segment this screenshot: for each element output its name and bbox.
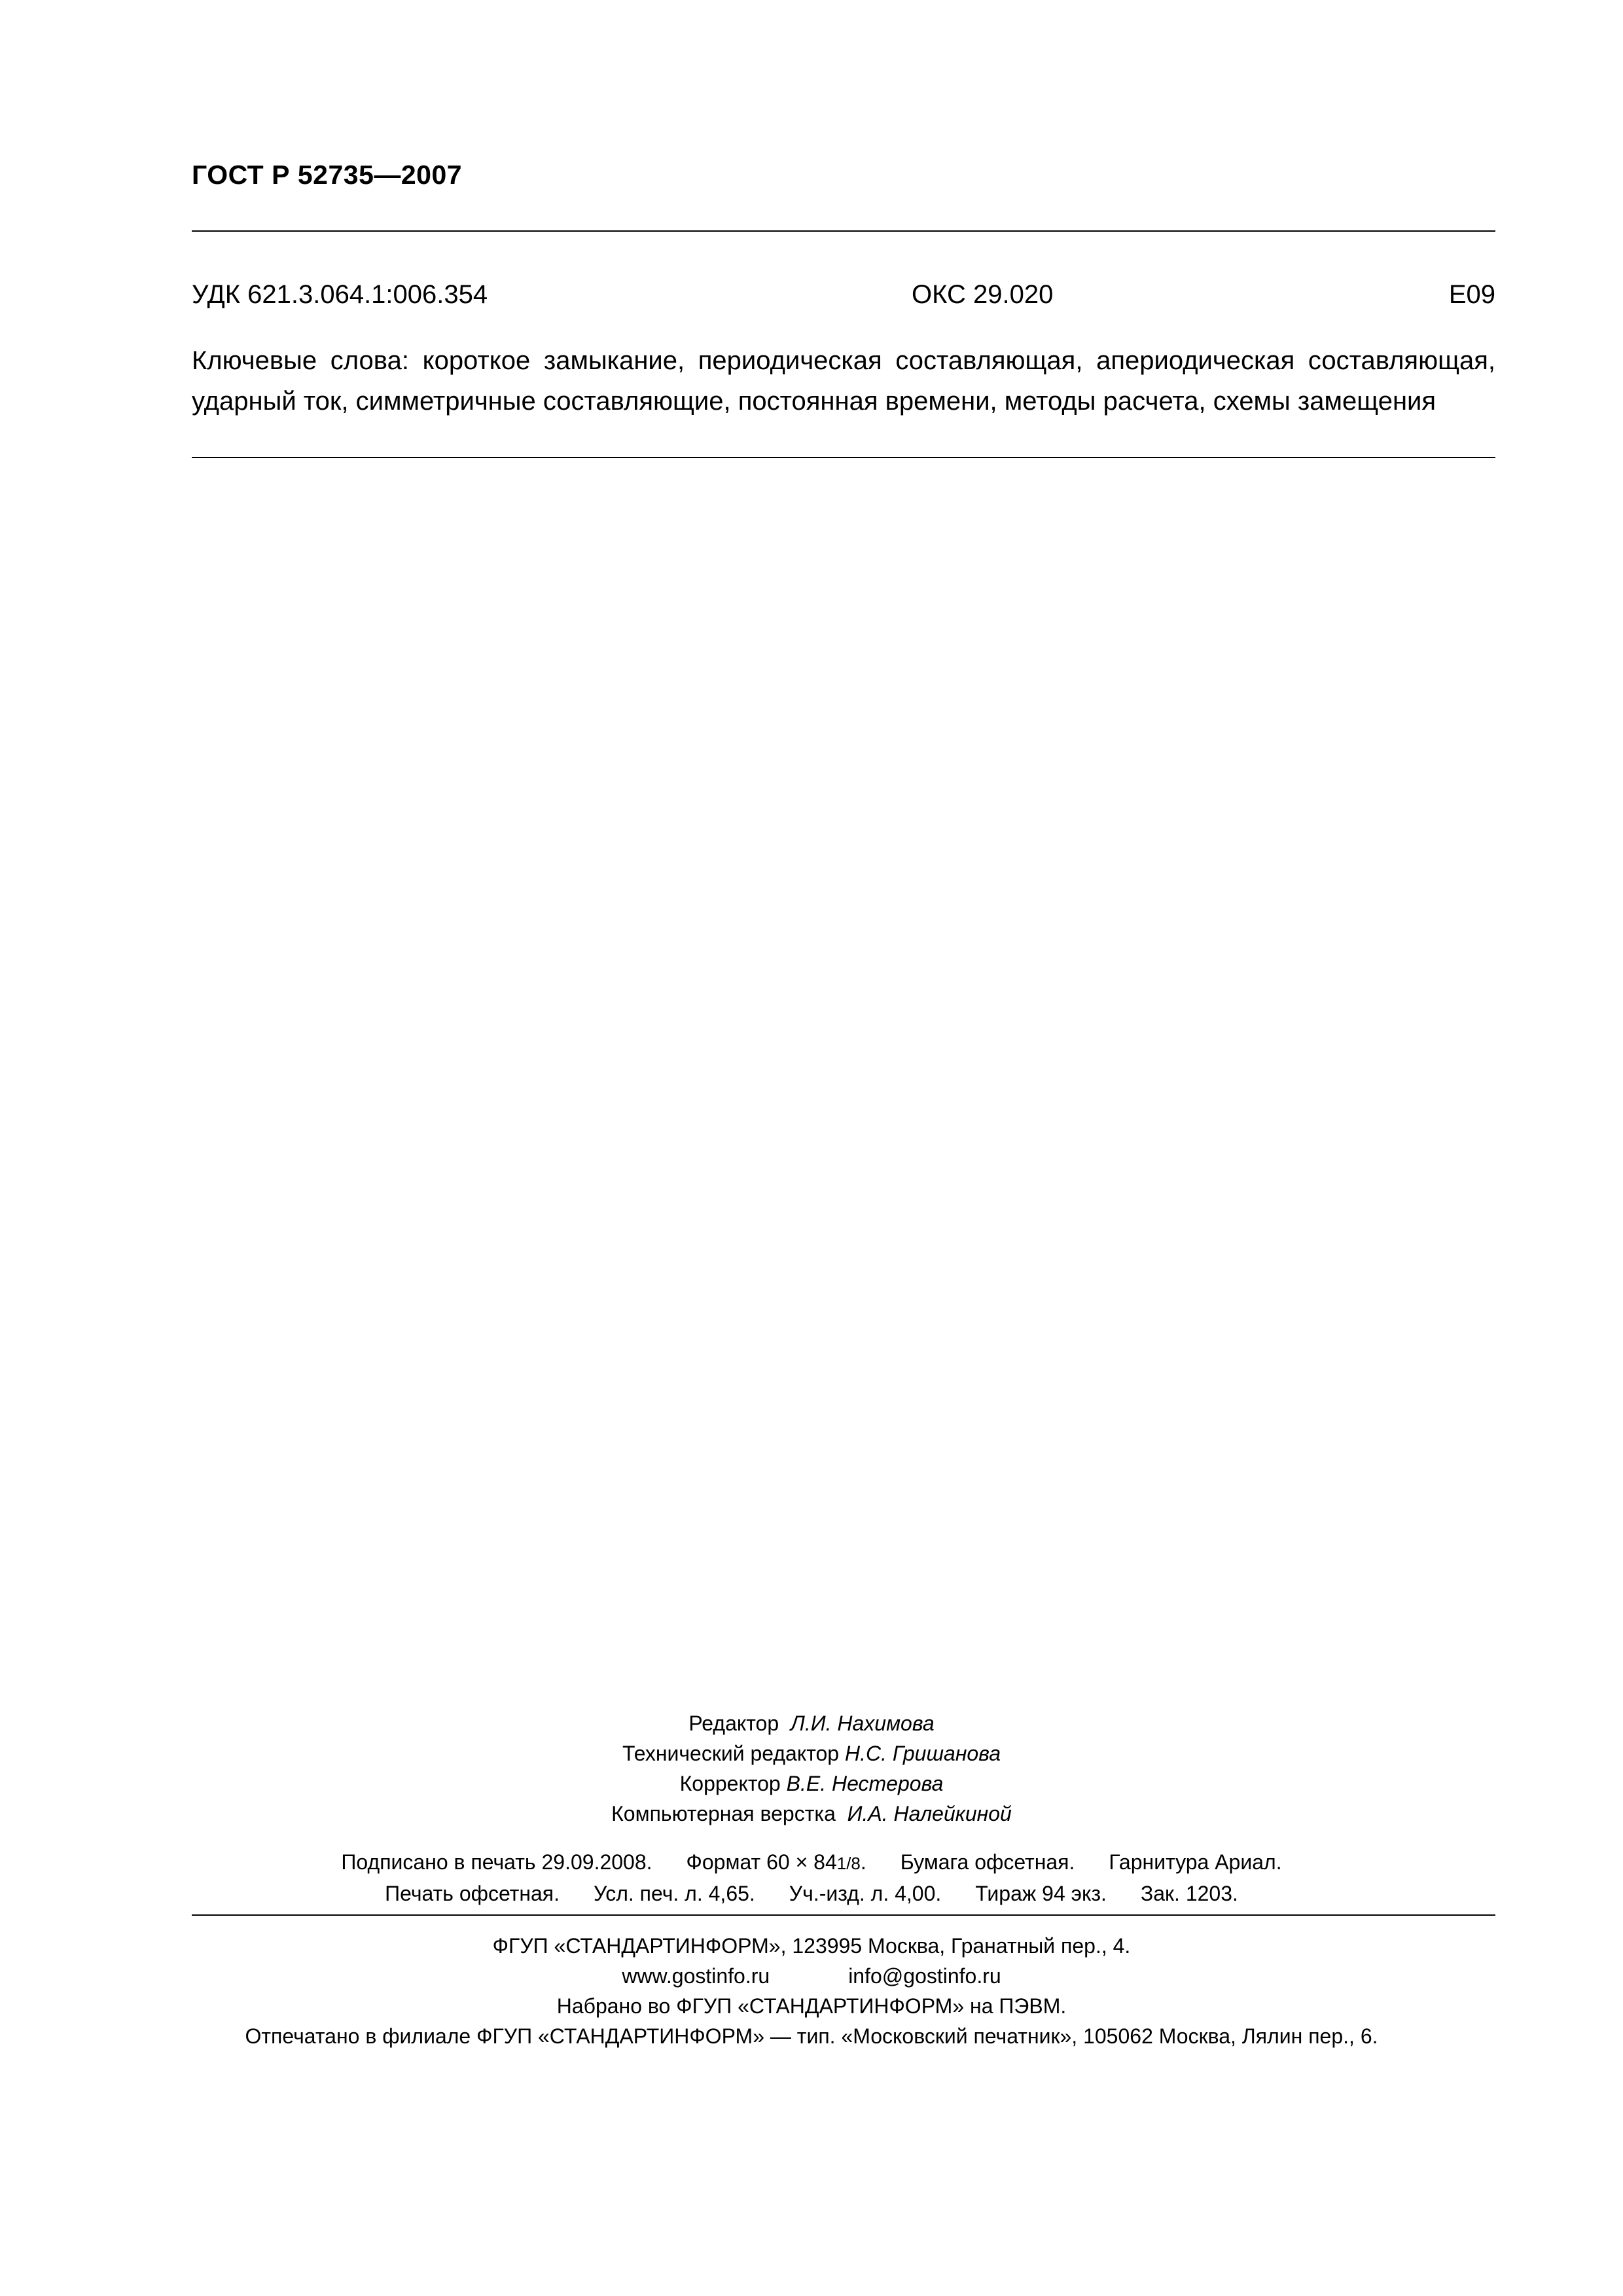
printed-sheets: Усл. печ. л. 4,65.	[594, 1882, 755, 1905]
layout-label: Компьютерная верстка	[611, 1802, 836, 1825]
top-rule	[192, 230, 1495, 232]
credits-block	[0, 1708, 1623, 1829]
credit-corrector	[0, 1768, 1623, 1799]
order-number: Зак. 1203.	[1140, 1882, 1238, 1905]
editor-name: Л.И. Нахимова	[790, 1712, 935, 1735]
publisher-address: ФГУП «СТАНДАРТИНФОРМ», 123995 Москва, Гранатный пер., 4.	[492, 1934, 1131, 1958]
oks-code: ОКС 29.020	[912, 280, 1054, 309]
keywords-line-1: Ключевые слова: короткое замыкание, периодическая составляющая, апериодическая составляющая,	[192, 346, 1495, 375]
circulation: Тираж 94 экз.	[975, 1882, 1107, 1905]
category-code: Е09	[1448, 280, 1495, 309]
keywords-block	[192, 340, 1495, 422]
footer-rule	[192, 1914, 1495, 1916]
print-type: Печать офсетная.	[385, 1882, 560, 1905]
corrector-label: Корректор	[679, 1772, 781, 1795]
tech-editor-name: Н.С. Гришанова	[844, 1742, 1001, 1765]
document-code: ГОСТ Р 52735—2007	[192, 160, 463, 190]
website-link[interactable]: www.gostinfo.ru	[622, 1964, 770, 1988]
signed-date: Подписано в печать 29.09.2008.	[341, 1850, 652, 1874]
publisher-block	[0, 1931, 1623, 2051]
format-fraction: 1/8	[836, 1854, 861, 1873]
email-link[interactable]: info@gostinfo.ru	[848, 1964, 1001, 1988]
keywords-bottom-rule	[192, 457, 1495, 458]
publishing-sheets: Уч.-изд. л. 4,00.	[789, 1882, 942, 1905]
typeset-note: Набрано во ФГУП «СТАНДАРТИНФОРМ» на ПЭВМ.	[556, 1994, 1067, 2018]
credit-tech-editor	[0, 1738, 1623, 1768]
editor-label: Редактор	[688, 1712, 779, 1735]
corrector-name: В.Е. Нестерова	[786, 1772, 944, 1795]
printed-note: Отпечатано в филиале ФГУП «СТАНДАРТИНФОРМ» — тип. «Московский печатник», 105062 Москва, Лялин пер., 6.	[245, 2024, 1378, 2048]
classification-row	[192, 280, 1495, 313]
format: Формат 60 × 84	[686, 1850, 837, 1874]
udk-code: УДК 621.3.064.1:006.354	[192, 280, 488, 309]
print-info-line-1: Подписано в печать 29.09.2008. Формат 60 × 841/8. Бумага офсетная. Гарнитура Ариал.	[341, 1850, 1282, 1874]
print-info-block	[0, 1847, 1623, 1909]
keywords-line-2: ударный ток, симметричные составляющие, постоянная времени, методы расчета, схемы замещения	[192, 387, 1436, 416]
publisher-contacts	[0, 1961, 1623, 1991]
font-family-note: Гарнитура Ариал.	[1109, 1850, 1282, 1874]
print-info-line-2	[0, 1878, 1623, 1909]
layout-name: И.А. Налейкиной	[847, 1802, 1012, 1825]
tech-editor-label: Технический редактор	[622, 1742, 840, 1765]
credit-layout	[0, 1799, 1623, 1829]
paper-type: Бумага офсетная.	[900, 1850, 1075, 1874]
credit-editor	[0, 1708, 1623, 1738]
